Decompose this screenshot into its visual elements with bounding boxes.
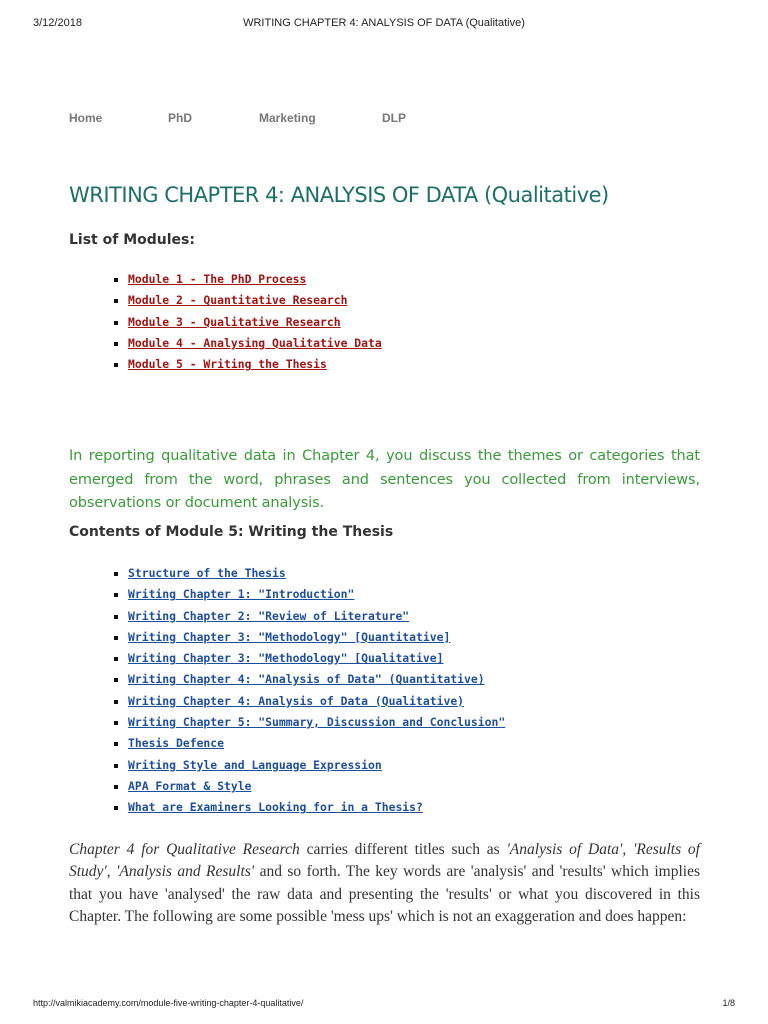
contents-list bbox=[114, 563, 700, 819]
list-item bbox=[114, 354, 700, 375]
print-header bbox=[33, 17, 735, 31]
body-text: carries different titles such as bbox=[299, 840, 507, 858]
article-content bbox=[69, 180, 700, 929]
print-url: http://valmikiacademy.com/module-five-writing-chapter-4-qualitative/ bbox=[33, 998, 304, 1008]
body-text: , bbox=[622, 840, 634, 858]
list-item bbox=[114, 269, 700, 290]
list-item bbox=[114, 691, 700, 712]
nav-item-dlp[interactable]: DLP bbox=[382, 111, 406, 125]
contents-link-chapter-3-quant[interactable]: Writing Chapter 3: "Methodology" [Quantitative] bbox=[128, 629, 451, 644]
contents-link-thesis-defence[interactable]: Thesis Defence bbox=[128, 736, 225, 751]
list-item bbox=[114, 669, 700, 690]
list-item bbox=[114, 312, 700, 333]
contents-link-writing-style[interactable]: Writing Style and Language Expression bbox=[128, 757, 382, 772]
print-footer bbox=[33, 998, 735, 1012]
contents-link-chapter-4-quant[interactable]: Writing Chapter 4: "Analysis of Data" (Quantitative) bbox=[128, 672, 485, 687]
intro-paragraph: In reporting qualitative data in Chapter 4, you discuss the themes or categories that emerged from the word, phrases and sentences you collected from interviews, observations or document analysis. bbox=[69, 448, 700, 512]
nav-item-phd[interactable]: PhD bbox=[168, 111, 192, 125]
contents-link-structure[interactable]: Structure of the Thesis bbox=[128, 565, 286, 580]
list-item bbox=[114, 712, 700, 733]
list-item bbox=[114, 563, 700, 584]
page-title: WRITING CHAPTER 4: ANALYSIS OF DATA (Qualitative) bbox=[69, 183, 609, 207]
contents-link-chapter-2[interactable]: Writing Chapter 2: "Review of Literature" bbox=[128, 608, 410, 623]
modules-list bbox=[114, 269, 700, 375]
list-item bbox=[114, 797, 700, 818]
list-item bbox=[114, 627, 700, 648]
body-text-italic: 'Analysis and Results' bbox=[116, 863, 255, 881]
contents-link-chapter-4-qual[interactable]: Writing Chapter 4: Analysis of Data (Qualitative) bbox=[128, 693, 465, 708]
module-5-link[interactable]: Module 5 - Writing the Thesis bbox=[128, 357, 327, 372]
contents-link-apa-format[interactable]: APA Format & Style bbox=[128, 778, 252, 793]
body-paragraph bbox=[69, 839, 700, 929]
body-text-italic: 'Analysis of Data' bbox=[506, 840, 623, 858]
module-4-link[interactable]: Module 4 - Analysing Qualitative Data bbox=[128, 335, 382, 350]
list-item bbox=[114, 733, 700, 754]
modules-heading: List of Modules: bbox=[69, 232, 195, 248]
module-2-link[interactable]: Module 2 - Quantitative Research bbox=[128, 293, 348, 308]
contents-link-chapter-1[interactable]: Writing Chapter 1: "Introduction" bbox=[128, 587, 355, 602]
body-text: and so forth. The key words are 'analysis' and 'results' which implies that you have 'analysed' the raw data and presenting the 'results' or what you discovered in this Chapter. The following are some possible 'mess ups' which is not an exaggeration and does happen: bbox=[69, 863, 700, 926]
list-item bbox=[114, 648, 700, 669]
list-item bbox=[114, 290, 700, 311]
print-document-title: WRITING CHAPTER 4: ANALYSIS OF DATA (Qualitative) bbox=[243, 17, 525, 29]
module-3-link[interactable]: Module 3 - Qualitative Research bbox=[128, 314, 341, 329]
contents-link-chapter-5[interactable]: Writing Chapter 5: "Summary, Discussion and Conclusion" bbox=[128, 715, 506, 730]
body-text-italic: 'Results of Study' bbox=[69, 840, 700, 881]
print-date: 3/12/2018 bbox=[33, 17, 82, 29]
contents-link-chapter-3-qual[interactable]: Writing Chapter 3: "Methodology" [Qualitative] bbox=[128, 651, 444, 666]
module-1-link[interactable]: Module 1 - The PhD Process bbox=[128, 272, 307, 286]
list-item bbox=[114, 584, 700, 605]
list-item bbox=[114, 606, 700, 627]
contents-heading: Contents of Module 5: Writing the Thesis bbox=[69, 523, 394, 540]
body-text: , bbox=[106, 863, 117, 881]
list-item bbox=[114, 333, 700, 354]
contents-link-examiners[interactable]: What are Examiners Looking for in a Thesis? bbox=[128, 800, 423, 815]
print-page-number: 1/8 bbox=[722, 998, 735, 1008]
list-item bbox=[114, 755, 700, 776]
nav-item-home[interactable]: Home bbox=[69, 111, 103, 125]
list-item bbox=[114, 776, 700, 797]
body-text-italic: Chapter 4 for Qualitative Research bbox=[69, 840, 300, 858]
nav-item-marketing[interactable]: Marketing bbox=[259, 111, 316, 125]
